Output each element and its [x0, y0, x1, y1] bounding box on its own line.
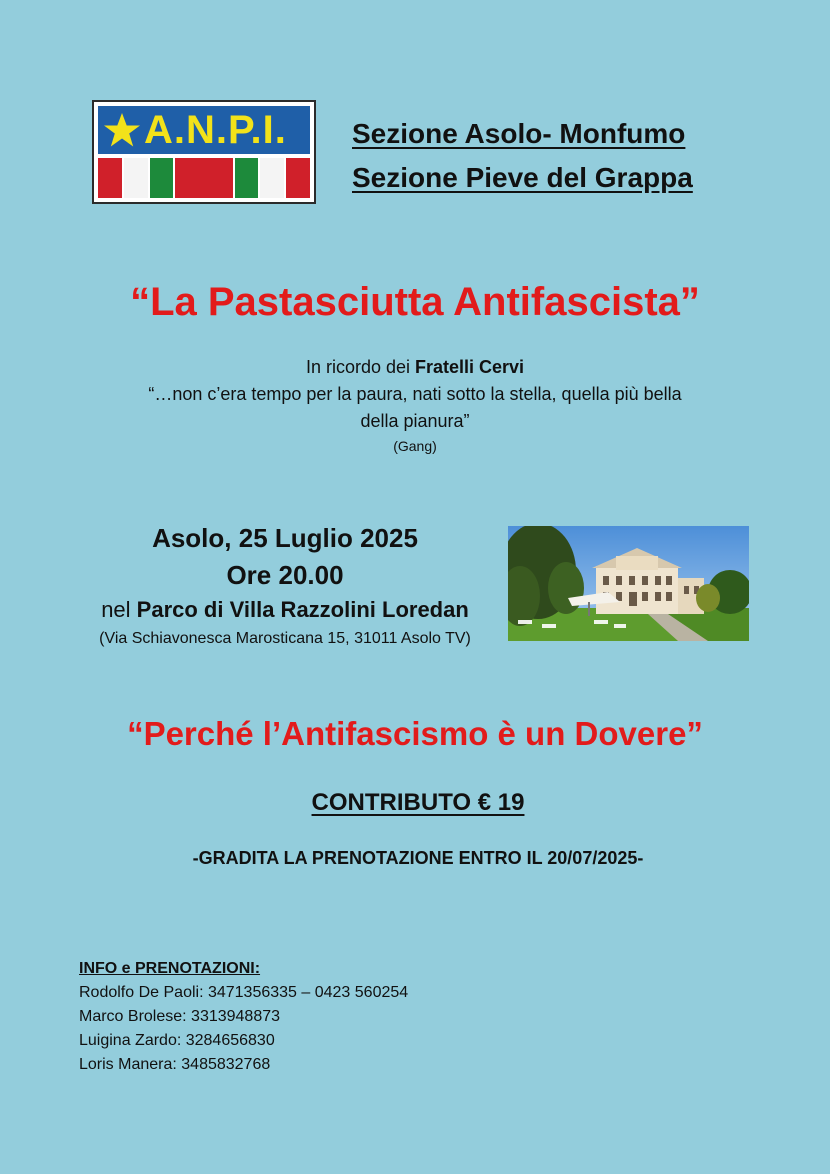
quote-line-1: “…non c’era tempo per la paura, nati sotto la stella, quella più bella: [148, 384, 682, 404]
event-date: Asolo, 25 Luglio 2025: [152, 523, 418, 553]
memory-intro-line: [80, 354, 750, 381]
contact-line: Marco Brolese: 3313948873: [79, 1008, 281, 1025]
logo-letters: A.N.P.I.: [144, 108, 287, 152]
main-title: “La Pastasciutta Antifascista”: [130, 280, 700, 324]
contact-line: Loris Manera: 3485832768: [79, 1056, 271, 1073]
section-asolo: Sezione Asolo- Monfumo: [352, 118, 686, 149]
star-icon: [102, 110, 142, 150]
slogan: “Perché l’Antifascismo è un Dovere”: [127, 715, 703, 752]
event-venue: Parco di Villa Razzolini Loredan: [136, 597, 469, 622]
memory-names: Fratelli Cervi: [415, 357, 525, 377]
info-contacts: [79, 957, 408, 1077]
contact-line: Rodolfo De Paoli: 3471356335 – 0423 560254: [79, 984, 409, 1001]
booking-deadline: -GRADITA LA PRENOTAZIONE ENTRO IL 20/07/2025-: [192, 848, 644, 868]
venue-prefix: nel: [101, 597, 137, 622]
memory-intro: In ricordo dei: [305, 357, 415, 377]
tricolor-flag: [98, 158, 310, 198]
villa-photo: [508, 526, 749, 641]
memory-block: [80, 354, 750, 457]
quote-line-2: della pianura”: [360, 411, 470, 431]
info-heading: INFO e PRENOTAZIONI:: [79, 960, 261, 977]
event-venue-line: [70, 594, 500, 626]
section-pieve: Sezione Pieve del Grappa: [352, 162, 693, 193]
logo-banner: [98, 106, 310, 154]
contact-line: Luigina Zardo: 3284656830: [79, 1032, 275, 1049]
event-address: (Via Schiavonesca Marosticana 15, 31011 Asolo TV): [99, 630, 471, 647]
contribution-price: CONTRIBUTO € 19: [311, 789, 525, 816]
quote-author: (Gang): [393, 438, 437, 454]
section-names: [352, 112, 693, 200]
anpi-logo: [92, 100, 316, 204]
event-details: [70, 520, 500, 652]
event-time: Ore 20.00: [226, 560, 344, 590]
